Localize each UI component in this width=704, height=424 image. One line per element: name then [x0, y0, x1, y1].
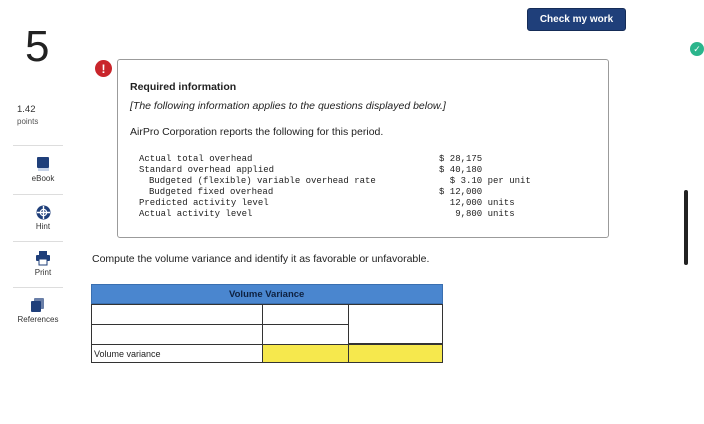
sidebar-item-label: Hint	[35, 222, 51, 231]
sidebar-item-print[interactable]	[13, 250, 73, 277]
volume-variance-answer-table	[91, 284, 443, 363]
sidebar-item-label: References	[17, 315, 59, 324]
question-number: 5	[25, 22, 50, 71]
row-value: $ 12,000	[439, 187, 483, 197]
hint-globe-icon	[35, 204, 51, 220]
blank-label-cell	[91, 304, 263, 325]
points-value: 1.42	[17, 104, 36, 115]
table-row	[139, 176, 549, 187]
sidebar-item-references[interactable]	[8, 297, 68, 324]
blank-value-cell	[262, 324, 349, 345]
row-label: Actual total overhead	[139, 154, 253, 164]
table-header: Volume Variance	[191, 284, 443, 304]
sidebar-item-label: Print	[34, 268, 52, 277]
table-row	[139, 154, 549, 165]
table-row	[139, 187, 549, 198]
table-header-blank	[91, 284, 191, 304]
row-label: Predicted activity level	[139, 198, 269, 208]
references-icon	[30, 297, 46, 313]
table-row	[139, 198, 549, 209]
required-info-panel	[117, 59, 609, 238]
row-label: Actual activity level	[139, 209, 253, 219]
row-label: Budgeted (flexible) variable overhead rate	[149, 176, 376, 186]
table-row	[139, 209, 549, 220]
blank-value-cell	[262, 304, 349, 325]
blank-side-cell	[348, 304, 443, 344]
intro-text: AirPro Corporation reports the following for this period.	[130, 126, 384, 138]
required-info-note: [The following information applies to the questions displayed below.]	[130, 100, 446, 112]
sidebar-item-ebook[interactable]	[13, 156, 73, 183]
overhead-data-table	[139, 154, 549, 220]
volume-variance-label: Volume variance	[91, 344, 263, 363]
sidebar-divider	[13, 287, 63, 288]
row-value: $ 28,175	[439, 154, 483, 164]
sidebar-divider	[13, 145, 63, 146]
sidebar-divider	[13, 241, 63, 242]
question-text: Compute the volume variance and identify it as favorable or unfavorable.	[92, 253, 430, 265]
volume-variance-amount-input[interactable]	[262, 344, 349, 363]
sidebar-item-label: eBook	[31, 174, 55, 183]
row-value: $ 3.10 per unit	[439, 176, 531, 186]
check-my-work-button[interactable]: Check my work	[527, 8, 626, 31]
favorable-unfavorable-select[interactable]	[348, 344, 443, 363]
printer-icon	[35, 250, 51, 266]
sidebar-divider	[13, 194, 63, 195]
blank-label-cell	[91, 324, 263, 345]
row-value: 9,800 units	[439, 209, 515, 219]
scrollbar-thumb[interactable]	[684, 190, 688, 265]
table-row	[139, 165, 549, 176]
row-value: $ 40,180	[439, 165, 483, 175]
points-label: points	[17, 117, 39, 126]
book-icon	[35, 156, 51, 172]
assistant-icon[interactable]: ✓	[690, 42, 704, 56]
row-label: Standard overhead applied	[139, 165, 275, 175]
row-label: Budgeted fixed overhead	[149, 187, 274, 197]
required-info-title: Required information	[130, 81, 237, 93]
row-value: 12,000 units	[439, 198, 515, 208]
alert-icon: !	[95, 60, 112, 77]
sidebar-item-hint[interactable]	[13, 204, 73, 231]
